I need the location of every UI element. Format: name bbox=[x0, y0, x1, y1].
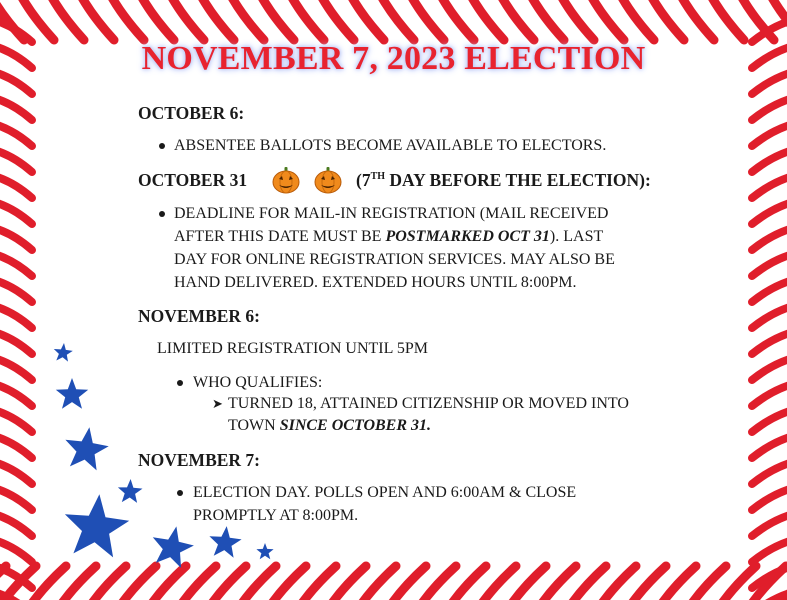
absentee-ballots-text: ABSENTEE BALLOTS BECOME AVAILABLE TO ELECTORS. bbox=[174, 137, 607, 154]
heading-november-7: NOVEMBER 7: bbox=[138, 450, 261, 470]
heading-rest: DAY BEFORE THE ELECTION): bbox=[385, 170, 651, 190]
qualifies-line-1: TURNED 18, ATTAINED CITIZENSHIP OR MOVED INTO bbox=[228, 395, 629, 412]
heading-ordinal: TH bbox=[370, 171, 386, 182]
deadline-line-3: DAY FOR ONLINE REGISTRATION SERVICES. MAY ALSO BE bbox=[174, 251, 615, 268]
star-icon bbox=[209, 526, 241, 558]
arrow-bullet-icon: ➤ bbox=[212, 396, 223, 411]
star-icon bbox=[65, 494, 129, 557]
bullet-icon bbox=[177, 490, 183, 496]
star-icon bbox=[56, 378, 88, 409]
deadline-line-2-end: ). LAST bbox=[549, 228, 604, 245]
bullet-icon bbox=[177, 380, 183, 386]
star-icon bbox=[153, 526, 194, 568]
qualifies-line-2 bbox=[228, 417, 431, 435]
since-october-emphasis: SINCE OCTOBER 31. bbox=[279, 417, 432, 434]
bullet-icon bbox=[159, 211, 165, 217]
pumpkin-icon bbox=[313, 165, 343, 195]
star-icon bbox=[65, 427, 108, 470]
pumpkin-icon bbox=[271, 165, 301, 195]
heading-october-31: OCTOBER 31 bbox=[138, 170, 248, 190]
star-icon bbox=[118, 479, 143, 503]
heading-november-6: NOVEMBER 6: bbox=[138, 306, 261, 326]
bullet-icon bbox=[159, 143, 165, 149]
page-title: NOVEMBER 7, 2023 ELECTION bbox=[141, 40, 646, 77]
deadline-line-2-text: AFTER THIS DATE MUST BE bbox=[174, 228, 386, 245]
deadline-line-2 bbox=[174, 228, 603, 246]
election-day-line-2: PROMPTLY AT 8:00PM. bbox=[193, 507, 359, 524]
limited-registration-text: LIMITED REGISTRATION UNTIL 5PM bbox=[157, 340, 428, 357]
postmarked-emphasis: POSTMARKED OCT 31 bbox=[385, 228, 550, 245]
who-qualifies-text: WHO QUALIFIES: bbox=[193, 374, 323, 391]
deadline-line-4: HAND DELIVERED. EXTENDED HOURS UNTIL 8:00PM. bbox=[174, 274, 577, 291]
heading-october-6: OCTOBER 6: bbox=[138, 103, 245, 123]
election-day-line-1: ELECTION DAY. POLLS OPEN AND 6:00AM & CLOSE bbox=[193, 484, 577, 501]
star-icon bbox=[256, 543, 273, 559]
heading-paren-open: (7 bbox=[356, 170, 371, 190]
star-icon bbox=[54, 343, 73, 362]
heading-seventh-day bbox=[356, 170, 651, 191]
deadline-line-1: DEADLINE FOR MAIL-IN REGISTRATION (MAIL RECEIVED bbox=[174, 205, 609, 222]
qualifies-line-2-text: TOWN bbox=[228, 417, 280, 434]
